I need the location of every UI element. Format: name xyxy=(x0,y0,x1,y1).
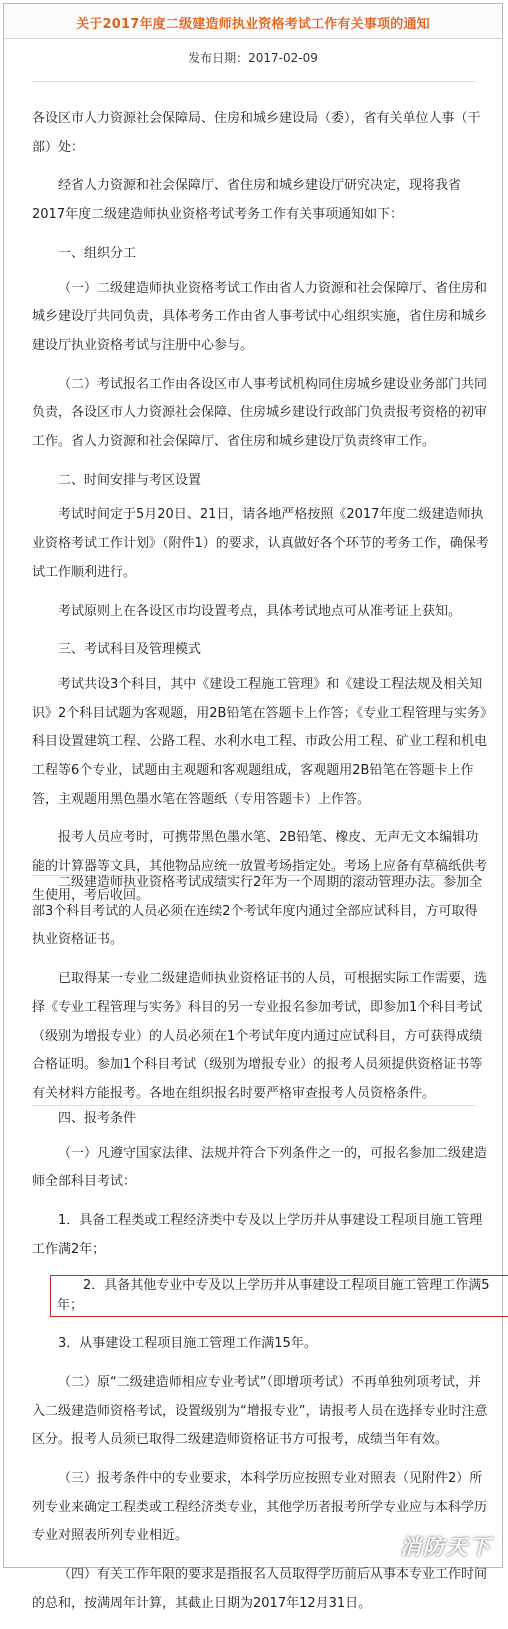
paragraph: （二）考试报名工作由各设区市人事考试机构同住房城乡建设业务部门共同负责，各设区市人力资源社会保障、住房城乡建设行政部门负责报考资格的初审工作。省人力资源和社会保障厅、省住房和城乡建设厅负责终审工作。 xyxy=(32,376,488,450)
divider xyxy=(32,81,476,82)
paragraph: （一）凡遵守国家法律、法规并符合下列条件之一的，可报名参加二级建造师全部科目考试： xyxy=(32,1145,488,1190)
paragraph: 考试原则上在各设区市均设置考点，具体考试地点可从准考证上获知。 xyxy=(58,603,462,619)
section-heading: 一、组织分工 xyxy=(58,245,137,261)
title-bar xyxy=(4,4,502,39)
paragraph: （二）原“二级建造师相应专业考试”（即增项考试）不再单独列项考试，并入二级建造师资格考试，设置级别为“增报专业”，请报考人员在选择专业时注意区分。报考人员须已取得二级建造师资格证书方可报考，成绩当年有效。 xyxy=(32,1374,488,1448)
section-heading: 四、报考条件 xyxy=(58,1111,137,1126)
condition-item: 1．具备工程类或工程经济类中专及以上学历并从事建设工程项目施工管理工作满2年； xyxy=(32,1213,483,1257)
highlight-box: 2．具备其他专业中专及以上学历并从事建设工程项目施工管理工作满5年； xyxy=(50,1275,508,1317)
condition-item-highlighted xyxy=(32,1275,490,1321)
section-scores xyxy=(32,869,490,1119)
paragraph: （三）报考条件中的专业要求，本科学历应按照专业对照表（见附件2）所列专业来确定工程类或工程经济类专业，其他学历者报考所学专业应与本科学历专业对照表所列专业相近。 xyxy=(32,1471,488,1544)
watermark: 消防天下 xyxy=(400,1535,492,1559)
section-main xyxy=(32,105,490,911)
notice-frame xyxy=(3,3,503,1611)
section-heading: 二、时间安排与考区设置 xyxy=(58,472,202,488)
salutation: 各设区市人力资源社会保障局、住房和城乡建设局（委），省有关单位人事（干部）处： xyxy=(32,111,481,155)
notice-title[interactable]: 关于2017年度二级建造师执业资格考试工作有关事项的通知 xyxy=(76,17,430,32)
section-heading: 三、考试科目及管理模式 xyxy=(58,642,202,658)
paragraph: 考试时间定于5月20日、21日，请各地严格按照《2017年度二级建造师执业资格考试工作计划》（附件1）的要求，认真做好各个环节的考务工作，确保考试工作顺利进行。 xyxy=(32,507,489,580)
date-value: 2017-02-09 xyxy=(248,51,318,65)
condition-item: 3．从事建设工程项目施工管理工作满15年。 xyxy=(58,1336,317,1352)
paragraph: （四）有关工作年限的要求是指报名人员取得学历前后从事本专业工作时间的总和，按满周年计算，其截止日期为2017年12月31日。 xyxy=(32,1567,488,1611)
paragraph: 报考人员应考时，可携带黑色墨水笔、2B铅笔、橡皮、无声无文本编辑功能的计算器等文具，其他物品应统一放置考场指定处。考场上应备有草稿纸供考生使用，考后收回。 xyxy=(32,830,488,903)
publish-date xyxy=(4,49,502,66)
intro-paragraph: 经省人力资源和社会保障厅、省住房和城乡建设厅研究决定，现将我省2017年度二级建造师执业资格考试考务工作有关事项通知如下： xyxy=(32,178,462,223)
date-label: 发布日期： xyxy=(188,51,249,65)
paragraph: （一）二级建造师执业资格考试工作由省人力资源和社会保障厅、省住房和城乡建设厅共同负责，具体考务工作由省人事考试中心组织实施，省住房和城乡建设厅执业资格考试与注册中心参与。 xyxy=(32,280,488,353)
paragraph: 已取得某一专业二级建造师执业资格证书的人员，可根据实际工作需要，选择《专业工程管理与实务》科目的另一专业报名参加考试，即参加1个科目考试（级别为增报专业）的人员必须在1个考试年度内通过应试科目，方可获得成绩合格证明。参加1个科目考试（级别为增报专业）的报考人员须提供资格证书等有关材料方能报考。各地在组织报名时要严格审查报考人员资格条件。 xyxy=(32,971,488,1101)
paragraph: 二级建造师执业资格考试成绩实行2年为一个周期的滚动管理办法。参加全部3个科目考试的人员必须在连续2个考试年度内通过全部应试科目，方可取得执业资格证书。 xyxy=(32,875,483,948)
paragraph: 考试共设3个科目，其中《建设工程施工管理》和《建设工程法规及相关知识》2个科目试题为客观题，用2B铅笔在答题卡上作答；《专业工程管理与实务》科目设置建筑工程、公路工程、水利水电工程、市政公用工程、矿业工程和机电工程等6个专业，试题由主观题和客观题组成，客观题用2B铅笔在答题卡上作答，主观题用黑色墨水笔在答题纸（专用答题卡）上作答。 xyxy=(32,676,488,807)
